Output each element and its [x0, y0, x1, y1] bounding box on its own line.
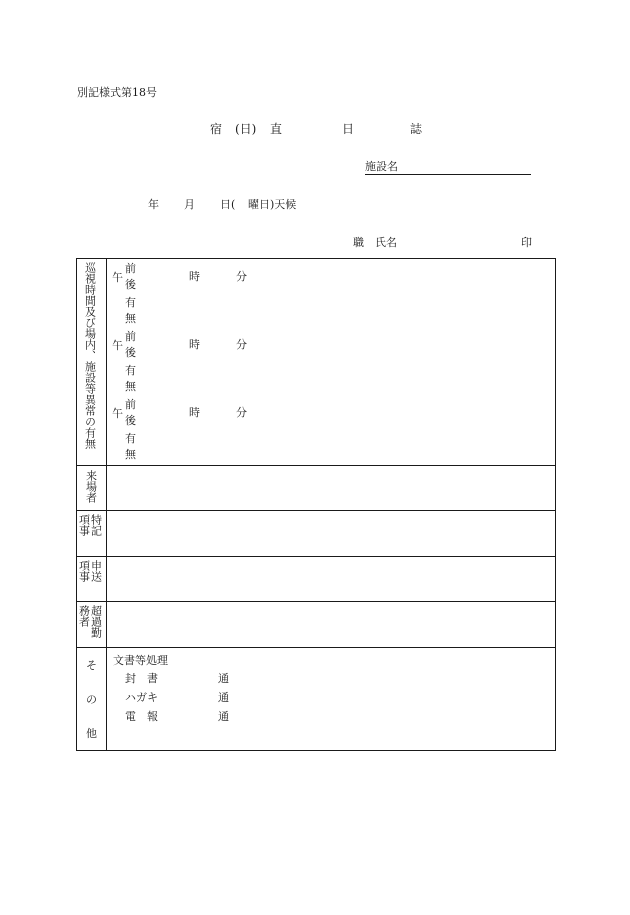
minute-label: 分: [236, 406, 247, 419]
pm-option: 後: [125, 414, 136, 427]
hour-label: 時: [189, 270, 200, 283]
form-number: 別記様式第18号: [77, 86, 157, 99]
document-type-label: ハガキ: [125, 691, 158, 704]
patrol-label: 巡視時間及び場内、施設等異常の有無: [83, 262, 97, 449]
staff-name-label: 氏名: [375, 236, 397, 249]
handover-label-col-2: 項事: [77, 560, 91, 582]
date-year: 年: [148, 198, 159, 211]
date-month: 月: [184, 198, 195, 211]
title-char-5: 誌: [410, 122, 423, 136]
document-type-label: 電 報: [125, 710, 158, 723]
yes-option: 有: [125, 432, 136, 445]
minute-label: 分: [236, 338, 247, 351]
am-option: 前: [125, 398, 136, 411]
other-char-1: そ: [86, 659, 97, 672]
no-option: 無: [125, 312, 136, 325]
pm-option: 後: [125, 278, 136, 291]
row-divider-5: [76, 647, 556, 648]
overtime-label-col-2: 務者: [77, 605, 91, 627]
row-divider-4: [76, 601, 556, 602]
title-char-2: (日): [235, 122, 257, 136]
document-type-label: 封 書: [125, 672, 158, 685]
document-count-unit: 通: [218, 710, 229, 723]
am-option: 前: [125, 262, 136, 275]
special-notes-label-col-1: 特記: [89, 514, 103, 536]
yes-option: 有: [125, 364, 136, 377]
title-char-4: 日: [342, 122, 355, 136]
seal-mark: 印: [521, 236, 532, 249]
document-count-unit: 通: [218, 691, 229, 704]
overtime-label-col-1: 超過勤: [89, 605, 103, 638]
yes-option: 有: [125, 296, 136, 309]
title-char-1: 宿: [210, 122, 223, 136]
other-char-2: の: [86, 693, 97, 706]
hour-label: 時: [189, 406, 200, 419]
am-option: 前: [125, 330, 136, 343]
handover-label-col-1: 申送: [89, 560, 103, 582]
document-count-unit: 通: [218, 672, 229, 685]
ampm-label: 午: [112, 339, 123, 352]
no-option: 無: [125, 448, 136, 461]
date-day: 日(: [220, 198, 236, 211]
documents-heading: 文書等処理: [113, 654, 168, 667]
label-column-divider: [106, 258, 107, 751]
ampm-label: 午: [112, 271, 123, 284]
row-divider-3: [76, 556, 556, 557]
row-divider-2: [76, 510, 556, 511]
title-char-3: 直: [270, 122, 283, 136]
hour-label: 時: [189, 338, 200, 351]
date-weather: 曜日)天候: [248, 198, 297, 211]
facility-underline: [365, 174, 531, 175]
visitors-label: 来場者: [84, 470, 98, 503]
other-char-3: 他: [86, 727, 97, 740]
minute-label: 分: [236, 270, 247, 283]
row-divider-1: [76, 465, 556, 466]
pm-option: 後: [125, 346, 136, 359]
ampm-label: 午: [112, 407, 123, 420]
staff-position: 職: [353, 236, 364, 249]
no-option: 無: [125, 380, 136, 393]
special-notes-label-col-2: 項事: [77, 514, 91, 536]
facility-label: 施設名: [365, 160, 398, 173]
